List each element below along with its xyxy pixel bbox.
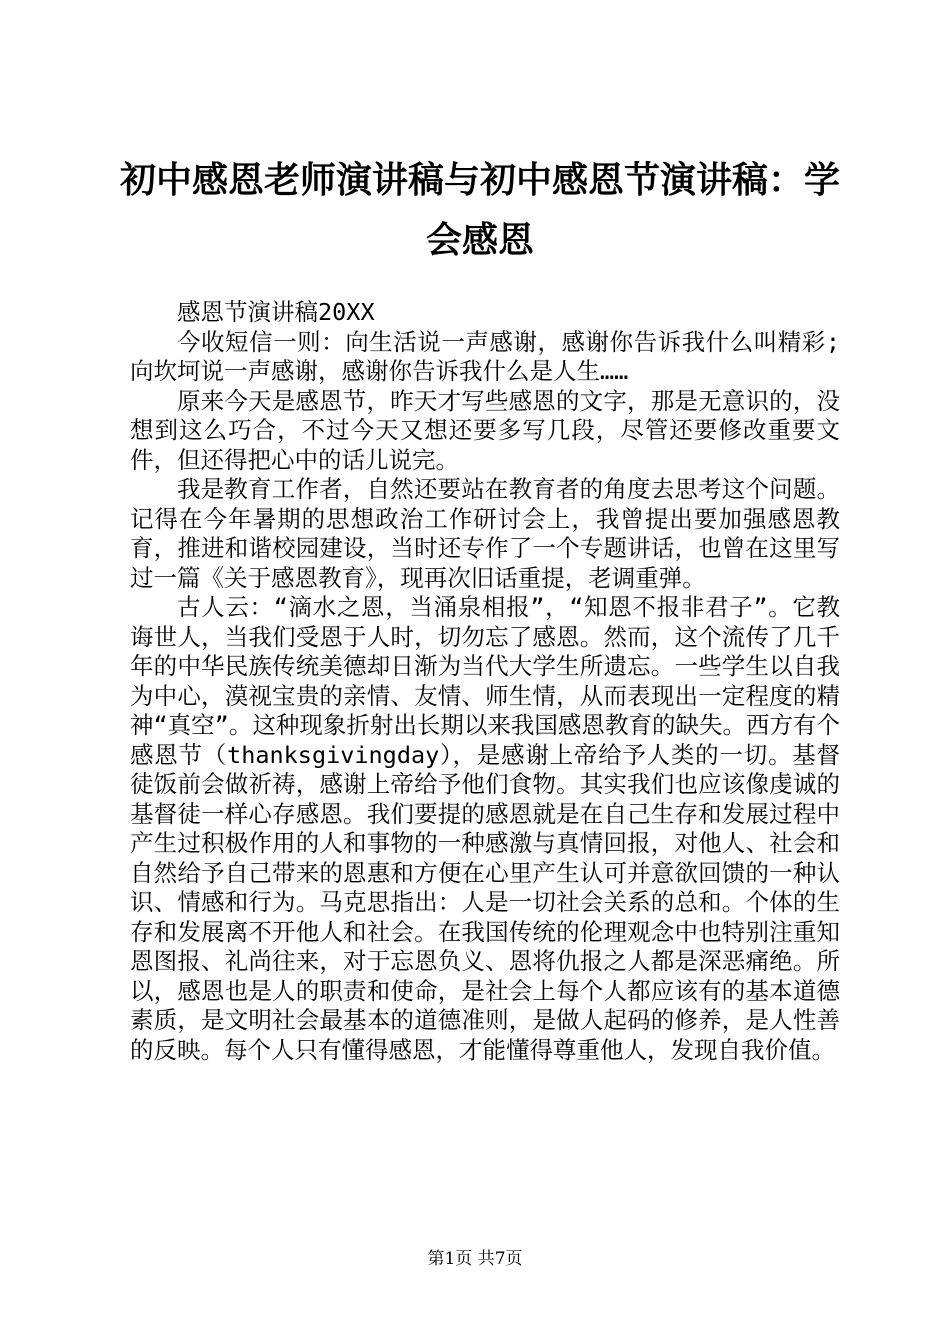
paragraph: 今收短信一则：向生活说一声感谢，感谢你告诉我什么叫精彩;向坎坷说一声感谢，感谢你告诉我什么是人生…… bbox=[130, 327, 840, 385]
paragraph: 我是教育工作者，自然还要站在教育者的角度去思考这个问题。记得在今年暑期的思想政治工作研讨会上，我曾提出要加强感恩教育，推进和谐校园建设，当时还专作了一个专题讲话，也曾在这里写过一篇《关于感恩教育》，现再次旧话重提，老调重弹。 bbox=[130, 475, 840, 592]
page-number-footer: 第1页 共7页 bbox=[427, 1249, 523, 1269]
paragraph: 原来今天是感恩节，昨天才写些感恩的文字，那是无意识的，没想到这么巧合，不过今天又想还要多写几段，尽管还要修改重要文件，但还得把心中的话儿说完。 bbox=[130, 386, 840, 474]
paragraph-heading: 感恩节演讲稿20XX bbox=[177, 298, 375, 326]
paragraph: 古人云：“滴水之恩，当涌泉相报”，“知恩不报非君子”。它教诲世人，当我们受恩于人时，切勿忘了感恩。然而，这个流传了几千年的中华民族传统美德却日渐为当代大学生所遗忘。一些学生以自我为中心，漠视宝贵的亲情、友情、师生情，从而表现出一定程度的精神“真空”。这种现象折射出长期以来我国感恩教育的缺失。西方有个感恩节（thanksgivingday），是感谢上帝给予人类的一切。基督徒饭前会做祈祷，感谢上帝给予他们食物。其实我们也应该像虔诚的基督徒一样心存感恩。我们要提的感恩就是在自己生存和发展过程中产生过积极作用的人和事物的一种感激与真情回报，对他人、社会和自然给予自己带来的恩惠和方便在心里产生认可并意欲回馈的一种认识、情感和行为。马克思指出：人是一切社会关系的总和。个体的生存和发展离不开他人和社会。在我国传统的伦理观念中也特别注重知恩图报、礼尚往来，对于忘恩负义、恩将仇报之人都是深恶痛绝。所以，感恩也是人的职责和使命，是社会上每个人都应该有的基本道德素质，是文明社会最基本的道德准则，是做人起码的修养，是人性善的反映。每个人只有懂得感恩，才能懂得尊重他人，发现自我价值。 bbox=[130, 593, 840, 1064]
document-body bbox=[130, 298, 840, 1065]
document-title: 初中感恩老师演讲稿与初中感恩节演讲稿：学会感恩 bbox=[120, 159, 841, 261]
